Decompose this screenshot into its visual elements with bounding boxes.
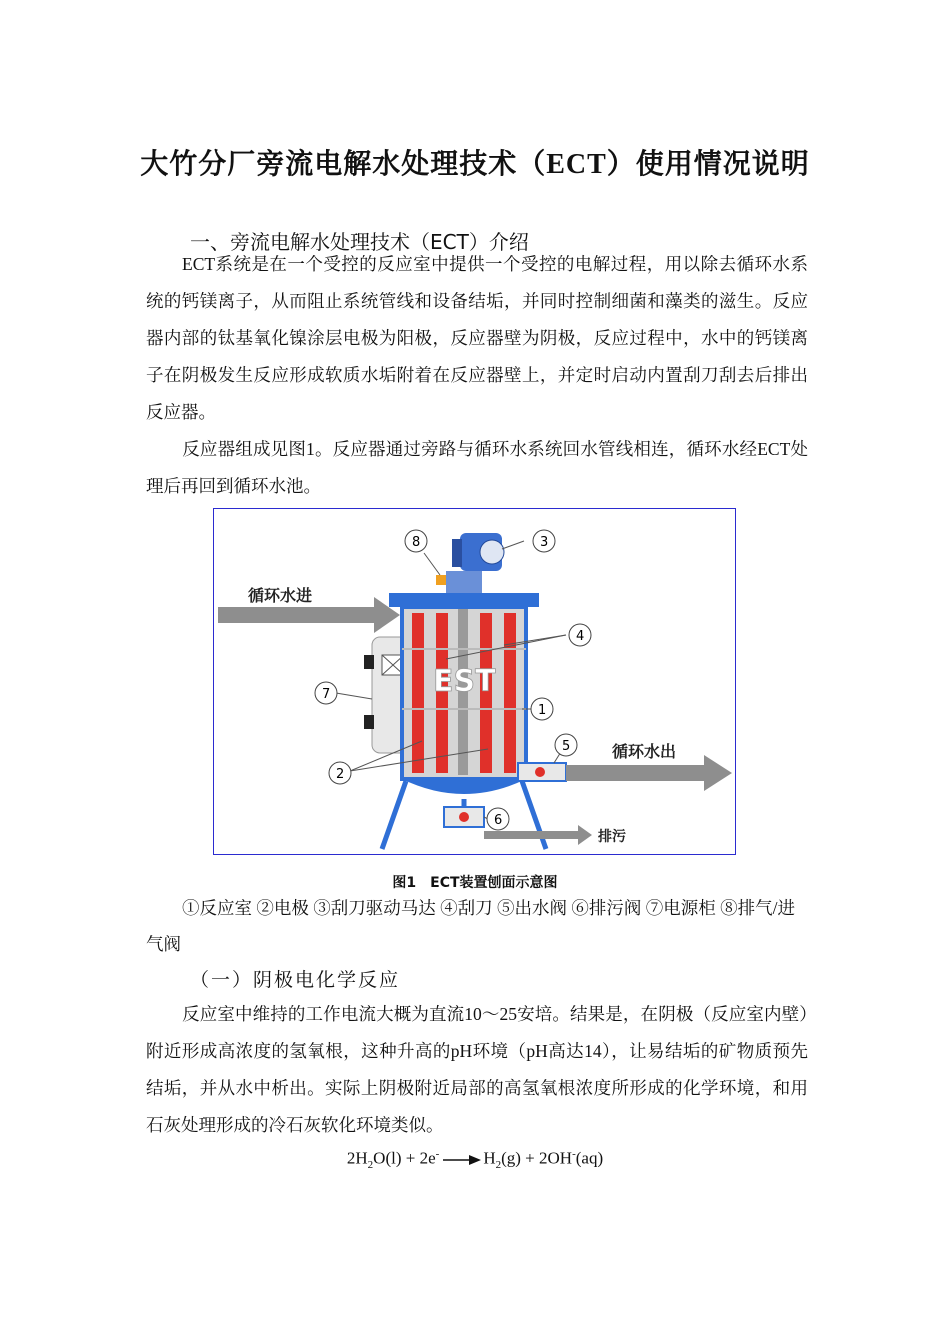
marker-7 [315,682,337,704]
marker-1 [531,698,553,720]
section1-paragraph-2: 反应器组成见图1。反应器通过旁路与循环水系统回水管线相连，循环水经ECT处理后再回到循环水池。 [146,439,808,496]
svg-text:3: 3 [540,535,549,550]
figure-caption: 图1 ECT装置刨面示意图 [392,875,558,891]
chemical-formula: $2H_2O(l) + 2e^-$ $H_2(g) + 2OH^-(aq)$ [346,1148,604,1172]
section2-heading: （一）阴极电化学反应 [190,969,401,991]
svg-text:7: 7 [322,687,331,702]
svg-text:1: 1 [538,703,547,718]
marker-4 [569,624,591,646]
reaction-arrow-icon [441,1154,481,1166]
marker-5 [555,734,577,756]
section1-paragraph-1: ECT系统是在一个受控的反应室中提供一个受控的电解过程，用以除去循环水系统的钙镁离子，从而阻止系统管线和设备结垢，并同时控制细菌和藻类的滋生。反应器内部的钛基氧化镍涂层电极为阳极，反应器壁为阴极，反应过程中，水中的钙镁离子在阴极发生反应形成软质水垢附着在反应器壁上，并定时启动内置刮刀刮去后排出反应器。 [146,254,808,422]
svg-text:8: 8 [412,535,421,550]
page-title: 大竹分厂旁流电解水处理技术（ECT）使用情况说明 [140,149,810,180]
section2-paragraph-1: 反应室中维持的工作电流大概为直流10～25安培。结果是，在阴极（反应室内壁）附近形成高浓度的氢氧根，这种升高的pH环境（pH高达14），让易结垢的矿物质预先结垢，并从水中析出。实际上阴极附近局部的高氢氧根浓度所形成的化学环境，和用石灰处理形成的冷石灰软化环境类似。 [146,1004,808,1135]
svg-text:6: 6 [494,813,503,828]
svg-text:2: 2 [336,767,345,782]
section1-heading: 一、旁流电解水处理技术（ECT）介绍 [190,230,529,254]
marker-8 [405,530,427,552]
outlet-label: 循环水出 [612,742,677,761]
figure-legend: ①反应室 ②电极 ③刮刀驱动马达 ④刮刀 ⑤出水阀 ⑥排污阀 ⑦电源柜 ⑧排气/进气阀 [146,898,795,954]
marker-3 [533,530,555,552]
svg-text:5: 5 [562,739,571,754]
inlet-label: 循环水进 [248,586,313,605]
marker-2 [329,762,351,784]
tank-text: EST [433,664,496,699]
tank-bottom [402,779,526,794]
svg-text:4: 4 [576,629,585,644]
tank-top-plate [389,593,539,607]
marker-6 [487,808,509,830]
drain-label: 排污 [598,829,626,845]
figure-ect-diagram [213,508,736,855]
ect-diagram-svg [214,509,734,853]
